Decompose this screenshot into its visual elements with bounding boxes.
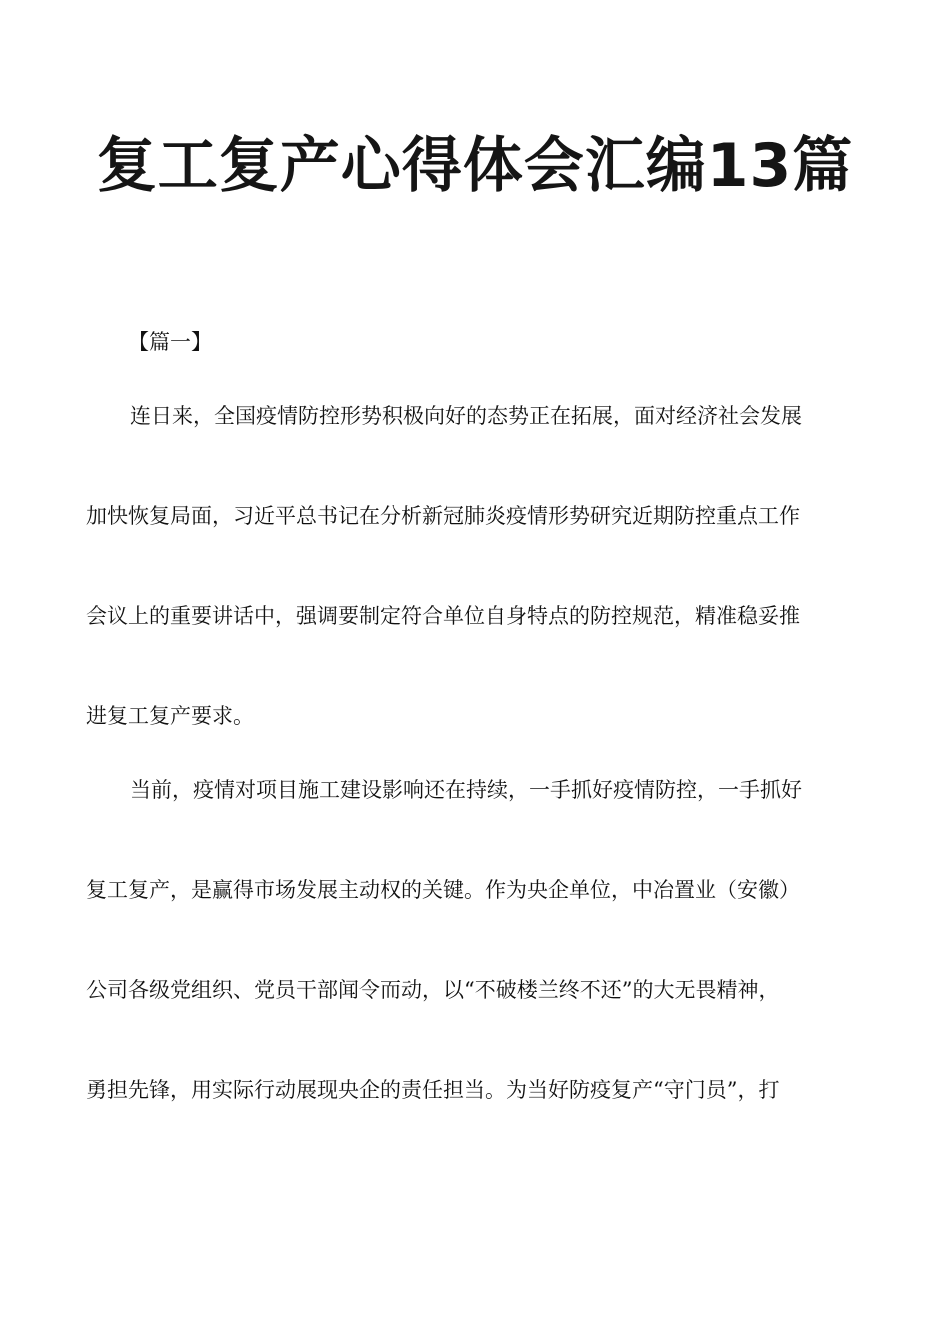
paragraph-line: 当前，疫情对项目施工建设影响还在持续，一手抓好疫情防控，一手抓好 <box>130 778 802 802</box>
paragraph-line: 复工复产，是赢得市场发展主动权的关键。作为央企单位，中冶置业（安徽） <box>86 878 800 902</box>
paragraph-line: 加快恢复局面，习近平总书记在分析新冠肺炎疫情形势研究近期防控重点工作 <box>86 504 800 528</box>
paragraph-line: 勇担先锋，用实际行动展现央企的责任担当。为当好防疫复产“守门员”，打 <box>86 1078 780 1102</box>
paragraph-line: 连日来，全国疫情防控形势积极向好的态势正在拓展，面对经济社会发展 <box>130 404 802 428</box>
section-label: 【篇一】 <box>128 330 212 354</box>
paragraph-line: 公司各级党组织、党员干部闻令而动，以“不破楼兰终不还”的大无畏精神， <box>86 978 780 1002</box>
document-title: 复工复产心得体会汇编13篇 <box>96 131 854 201</box>
paragraph-line: 会议上的重要讲话中，强调要制定符合单位自身特点的防控规范，精准稳妥推 <box>86 604 800 628</box>
paragraph-line: 进复工复产要求。 <box>86 704 254 728</box>
